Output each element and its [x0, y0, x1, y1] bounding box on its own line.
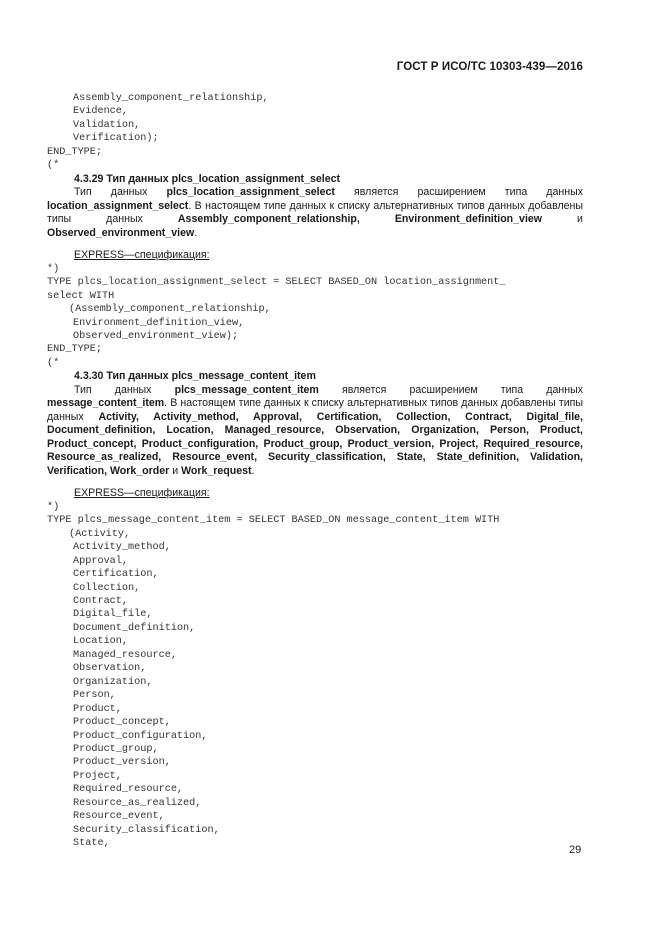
- text-run: является расширением типа данных: [318, 383, 583, 396]
- code-line: (*: [47, 160, 60, 172]
- code-line: Contract,: [73, 596, 129, 608]
- text-run: .: [251, 464, 255, 477]
- bold-term: plcs_message_content_item: [174, 383, 319, 396]
- bold-term: Activity, Activity_method, Approval, Certification, Collection, Contract, Digital_file, Document_definition, Location, Managed_resource, Observation, Organization, Person, Product, Product_concept, Product_configuration, Product_group, Product_version, Project, Required_resource, Resource_as_realized, Resource_event, Security_classification, State, State_definition, Validation, Verification, Work_order: [47, 410, 583, 477]
- document-header: ГОСТ Р ИСО/ТС 10303-439—2016: [396, 61, 583, 73]
- code-block-1: [47, 92, 583, 173]
- section-paragraph: [47, 186, 583, 240]
- code-line: *): [47, 263, 60, 275]
- code-line: END_TYPE;: [47, 344, 103, 356]
- code-line: Activity_method,: [73, 542, 171, 554]
- code-line: Certification,: [73, 569, 159, 581]
- code-line: Required_resource,: [73, 784, 184, 796]
- code-line: *): [47, 501, 60, 513]
- bold-term: plcs_location_assignment_select: [166, 186, 335, 199]
- text-run: . В настоящем типе данных к списку альтернативных типов данных добавлены типы данных: [47, 199, 583, 226]
- code-line: Approval,: [73, 555, 129, 567]
- code-line: Location,: [73, 636, 129, 648]
- code-line: Product_concept,: [73, 717, 171, 729]
- text-run: .: [194, 226, 198, 239]
- section-heading: 4.3.29 Тип данных plcs_location_assignment_select: [74, 172, 341, 185]
- code-line: Observed_environment_view);: [73, 330, 239, 342]
- code-line: Organization,: [73, 676, 153, 688]
- bold-term: Assembly_component_relationship, Environment_definition_view: [177, 213, 543, 226]
- bold-term: Observed_environment_view: [47, 226, 195, 239]
- code-line: Managed_resource,: [73, 649, 177, 661]
- code-line: Evidence,: [73, 106, 129, 118]
- section-paragraph: [47, 384, 583, 479]
- code-line: Resource_event,: [73, 811, 165, 823]
- code-line: Product_version,: [73, 757, 171, 769]
- code-line: Assembly_component_relationship,: [73, 93, 269, 104]
- code-line: Verification);: [73, 133, 159, 145]
- text-run: . В настоящем типе данных к списку альтернативных типов данных добавлены типы данных: [47, 397, 583, 423]
- code-line: TYPE plcs_location_assignment_select = SELECT BASED_ON location_assignment_: [47, 277, 506, 289]
- code-line: Project,: [73, 770, 122, 782]
- page-number: 29: [569, 844, 582, 856]
- text-run: Тип данных: [74, 383, 175, 396]
- code-line: Environment_definition_view,: [73, 317, 245, 329]
- code-line: Digital_file,: [73, 609, 153, 621]
- text-run: является расширением типа данных: [334, 186, 583, 199]
- text-run: Тип данных: [74, 186, 167, 199]
- bold-term: location_assignment_select: [47, 199, 189, 212]
- code-line: Product,: [73, 703, 122, 715]
- code-line: Person,: [73, 690, 116, 702]
- bold-term: Work_request: [181, 464, 252, 477]
- code-line: (Assembly_component_relationship,: [69, 304, 271, 316]
- code-line: select WITH: [47, 290, 115, 302]
- code-line: (Activity,: [69, 528, 131, 540]
- code-line: Resource_as_realized,: [73, 797, 202, 809]
- section-4-3-30: [47, 370, 583, 850]
- bold-term: message_content_item: [47, 397, 165, 410]
- code-line: END_TYPE;: [47, 146, 103, 158]
- page-content: [47, 92, 583, 851]
- text-run: и: [542, 213, 583, 226]
- express-spec-label: EXPRESS—спецификация:: [74, 249, 210, 262]
- code-line: State,: [73, 838, 110, 850]
- code-line: Product_group,: [73, 744, 159, 755]
- code-line: Validation,: [73, 119, 141, 131]
- code-line: Collection,: [73, 582, 141, 594]
- text-run: и: [169, 464, 182, 477]
- code-line: Product_configuration,: [73, 730, 208, 742]
- code-line: Security_classification,: [73, 824, 220, 836]
- code-line: TYPE plcs_message_content_item = SELECT BASED_ON message_content_item WITH: [47, 515, 500, 527]
- code-line: Observation,: [73, 663, 147, 675]
- code-item-list: [47, 541, 583, 850]
- section-heading: 4.3.30 Тип данных plcs_message_content_item: [74, 370, 316, 383]
- express-spec-label: EXPRESS—спецификация:: [74, 487, 210, 500]
- section-4-3-29: [47, 173, 583, 371]
- code-line: Document_definition,: [73, 622, 196, 634]
- code-line: (*: [47, 357, 60, 369]
